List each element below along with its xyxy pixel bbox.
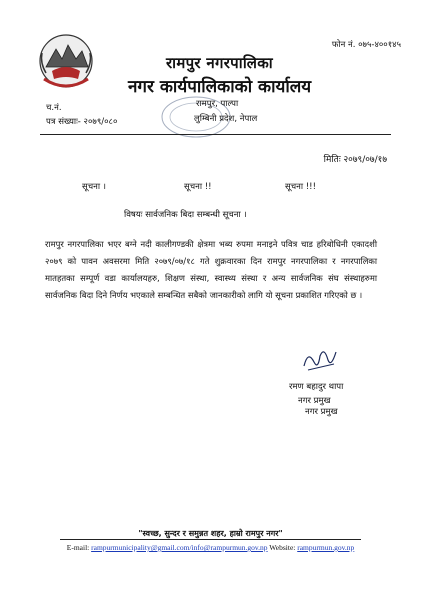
email-link[interactable]: rampurmunicipality@gmail.com/info@rampurmun.gov.np (91, 543, 268, 552)
office-name: नगर कार्यपालिकाको कार्यालय (128, 77, 312, 97)
notice-label-1: सूचना । (82, 182, 106, 192)
signer-position-stamp: नगर प्रमुख (305, 407, 338, 417)
municipality-name: रामपुर नगरपालिका (166, 54, 273, 72)
cn-label: च.नं. (46, 103, 62, 113)
nepal-emblem-icon (38, 33, 94, 91)
signer-position: नगर प्रमुख (298, 396, 331, 406)
address-line-2: लुम्बिनी प्रदेश, नेपाल (194, 114, 258, 124)
letter-date: मितिः २०७९/०७/१७ (323, 155, 387, 165)
footer-contact (0, 543, 421, 552)
footer-divider (60, 539, 361, 540)
notice-body: रामपुर नगरपालिका भएर बग्ने नदी कालीगण्डकी क्षेत्रमा भब्य रुपमा मनाइने पवित्र चाड हरिबोधिनी एकादशी २०७९ को पावन अवसरमा मिति २०७९/०७/१८ गते शुक्रवारका दिन रामपुर नगरपालिका र नगरपालिका मातहतका सम्पूर्ण वडा कार्यालयहरु, शिक्षण संस्था, स्वास्थ्य संस्था र अन्य सार्वजनिक संघ संस्थाहरुमा सार्वजनिक बिदा दिने निर्णय भएकाले सम्बन्धित सबैको जानकारीको लागि यो सूचना प्रकाशित गरिएको छ । (45, 239, 377, 300)
reference-number: पत्र संख्याः- २०७९/०८० (46, 117, 118, 127)
notice-label-3: सूचना !!! (285, 182, 316, 192)
address-line-1: रामपुर, पाल्पा (196, 99, 239, 109)
notice-label-2: सूचना !! (184, 182, 212, 192)
phone-number: फोन नं. ०७५-४००१४५ (331, 40, 401, 50)
email-label: E-mail: (66, 543, 90, 552)
website-label: Website: (269, 543, 296, 552)
subject-line: विषयः सार्वजनिक बिदा सम्बन्धी सूचना । (124, 210, 247, 220)
footer-slogan: "स्वच्छ, सुन्दर र समुन्नत शहर, हाम्रो रामपुर नगर" (138, 529, 283, 538)
website-link[interactable]: rampurmun.gov.np (297, 543, 355, 552)
signer-name: रमण बहादुर थापा (289, 382, 344, 392)
header-divider (40, 134, 391, 135)
signature-icon (298, 344, 342, 374)
